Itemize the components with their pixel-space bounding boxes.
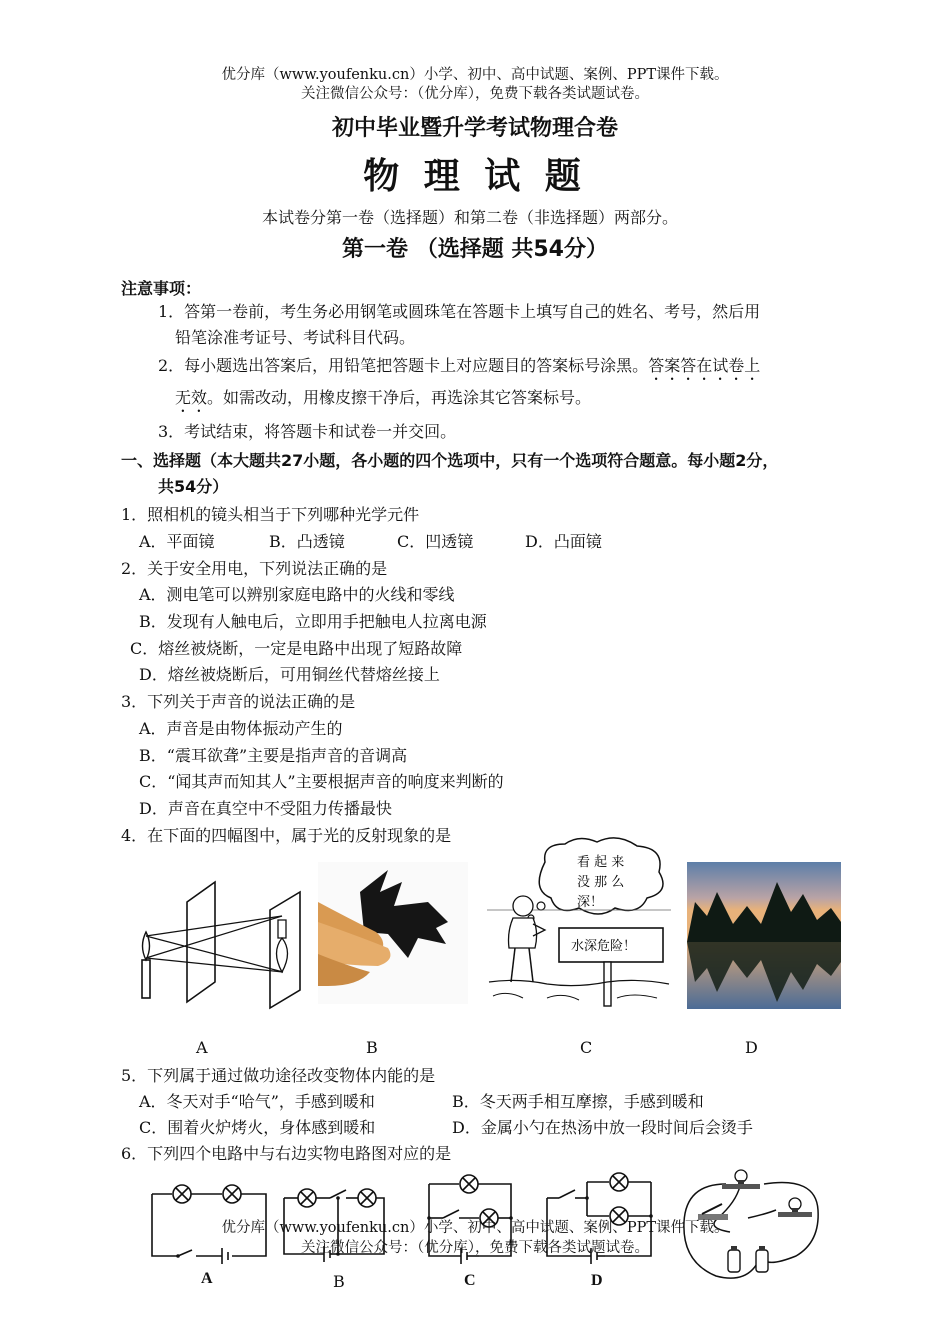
q4-bubble-line-3: 深！ (577, 895, 604, 910)
q5-option-d: D．金属小勺在热汤中放一段时间后会烫手 (452, 1118, 753, 1137)
q6-label-c: C (464, 1272, 476, 1289)
q2-option-a: A．测电笔可以辨别家庭电路中的火线和零线 (139, 585, 455, 604)
q2-stem: 2．关于安全用电，下列说法正确的是 (121, 559, 388, 578)
q6-label-a: A (201, 1270, 213, 1287)
q1-option-c: C．凹透镜 (397, 532, 474, 551)
q2-option-c: C．熔丝被烧断，一定是电路中出现了短路故障 (130, 639, 463, 658)
q3-option-c: C．“闻其声而知其人”主要根据声音的响度来判断的 (139, 772, 504, 791)
q6-label-d: D (591, 1272, 603, 1289)
q5-option-c: C．围着火炉烤火，身体感到暖和 (139, 1118, 376, 1137)
q1-stem: 1．照相机的镜头相当于下列哪种光学元件 (121, 505, 420, 524)
q4-figure-c (487, 832, 671, 1010)
q6-stem: 6．下列四个电路中与右边实物电路图对应的是 (121, 1144, 452, 1163)
q4-label-d: D (745, 1038, 758, 1057)
notice-item-2b-text: 。如需改动，用橡皮擦干净后，再选涂其它答案标号。 (207, 388, 592, 407)
footer-line-1: 优分库（www.youfenku.cn）小学、初中、高中试题、案例、PPT课件下载。 (221, 1220, 729, 1236)
q3-option-a: A．声音是由物体振动产生的 (139, 719, 343, 738)
q4-label-b: B (366, 1038, 378, 1057)
subject-title: 物 理 试 题 (363, 156, 587, 197)
q4-bubble-line-1: 看 起 来 (577, 855, 625, 870)
q4-figure-a (135, 880, 305, 1010)
notice-item-1a: 1．答第一卷前，考生务必用钢笔或圆珠笔在答题卡上填写自己的姓名、考号，然后用 (158, 302, 761, 321)
section-one-line-1: 一、选择题（本大题共27小题，各小题的四个选项中，只有一个选项符合题意。每小题2分， (121, 451, 779, 470)
q1-option-a: A．平面镜 (139, 532, 215, 551)
q6-label-b: B (333, 1272, 345, 1291)
q4-label-a: A (196, 1038, 208, 1057)
header-line-2: 关注微信公众号：（优分库），免费下载各类试题试卷。 (301, 86, 649, 102)
notice-item-2b (175, 385, 591, 416)
q4-stem: 4．在下面的四幅图中，属于光的反射现象的是 (121, 826, 452, 845)
exam-title: 初中毕业暨升学考试物理合卷 (331, 116, 618, 141)
notice-item-2a (158, 353, 760, 384)
q4-sign-text: 水深危险！ (571, 939, 637, 954)
section-one-line-2: 共54分） (158, 477, 229, 496)
part-one-title: 第一卷 （选择题 共54分） (342, 237, 608, 262)
notice-item-3: 3．考试结束，将答题卡和试卷一并交回。 (158, 422, 457, 441)
notice-item-1b: 铅笔涂准考证号、考试科目代码。 (175, 328, 416, 347)
q4-label-c: C (580, 1038, 593, 1057)
exam-intro: 本试卷分第一卷（选择题）和第二卷（非选择题）两部分。 (262, 208, 679, 227)
notice-emphasis-2: 无效 (175, 388, 208, 407)
notice-emphasis-1: 答案答在试卷上 (648, 356, 761, 375)
q4-figure-b (318, 862, 468, 1004)
q5-option-a: A．冬天对手“哈气”，手感到暖和 (139, 1092, 375, 1111)
q3-option-d: D．声音在真空中不受阻力传播最快 (139, 799, 392, 818)
q1-option-d: D．凸面镜 (525, 532, 602, 551)
header-line-1: 优分库（www.youfenku.cn）小学、初中、高中试题、案例、PPT课件下载。 (221, 67, 729, 83)
notice-item-2a-text: 2．每小题选出答案后，用铅笔把答题卡上对应题目的答案标号涂黑。 (158, 356, 649, 375)
notice-heading: 注意事项： (121, 279, 202, 298)
footer-line-2: 关注微信公众号：（优分库），免费下载各类试题试卷。 (301, 1240, 649, 1256)
q5-option-b: B．冬天两手相互摩擦，手感到暖和 (452, 1092, 704, 1111)
q1-option-b: B．凸透镜 (269, 532, 345, 551)
q4-figure-d (687, 862, 841, 1009)
q2-option-b: B．发现有人触电后，立即用手把触电人拉离电源 (139, 612, 487, 631)
q2-option-d: D．熔丝被烧断后，可用铜丝代替熔丝接上 (139, 665, 440, 684)
q5-stem: 5．下列属于通过做功途径改变物体内能的是 (121, 1066, 436, 1085)
q4-bubble-line-2: 没 那 么 (577, 875, 625, 890)
q3-stem: 3．下列关于声音的说法正确的是 (121, 692, 356, 711)
q3-option-b: B．“震耳欲聋”主要是指声音的音调高 (139, 746, 408, 765)
